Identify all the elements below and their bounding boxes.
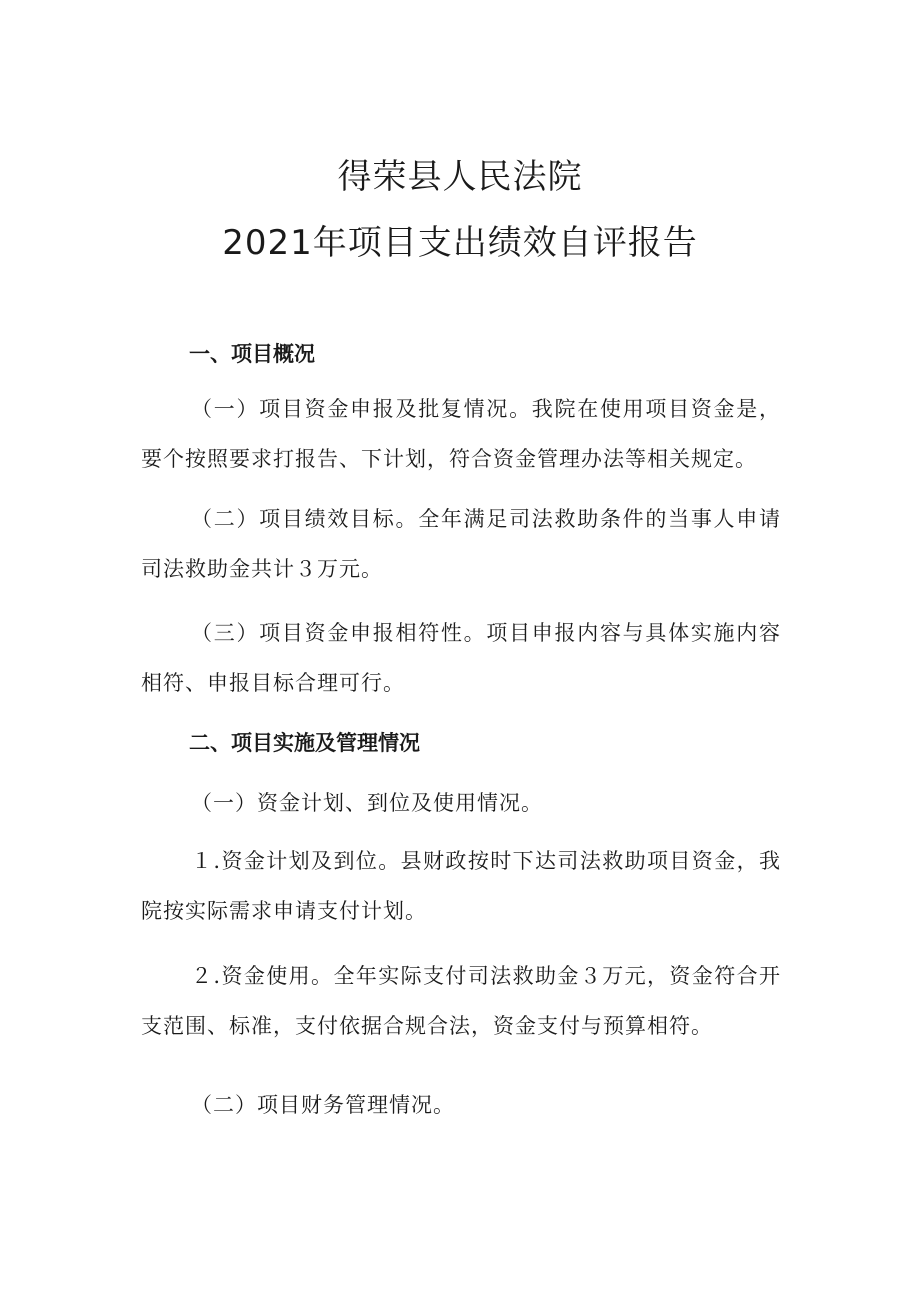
section2-heading: 二、项目实施及管理情况 [189,731,420,755]
section2-paragraph-3: ２.资金使用。全年实际支付司法救助金３万元，资金符合开支范围、标准，支付依据合规合法，资金支付与预算相符。 [141,964,781,1038]
section1-paragraph-3: （三）项目资金申报相符性。项目申报内容与具体实施内容相符、申报目标合理可行。 [141,621,781,695]
section1-paragraph-2: （二）项目绩效目标。全年满足司法救助条件的当事人申请司法救助金共计３万元。 [141,507,781,581]
document-title-line1: 得荣县人民法院 [337,157,583,197]
section1-paragraph-1: （一）项目资金申报及批复情况。我院在使用项目资金是，要个按照要求打报告、下计划，符合资金管理办法等相关规定。 [141,397,781,471]
section2-paragraph-1: （一）资金计划、到位及使用情况。 [191,791,543,815]
section1-heading: 一、项目概况 [189,342,315,366]
section2-paragraph-2: １.资金计划及到位。县财政按时下达司法救助项目资金，我院按实际需求申请支付计划。 [141,849,781,923]
document-title-line2: 2021年项目支出绩效自评报告 [222,223,698,263]
section2-paragraph-4: （二）项目财务管理情况。 [191,1093,455,1117]
